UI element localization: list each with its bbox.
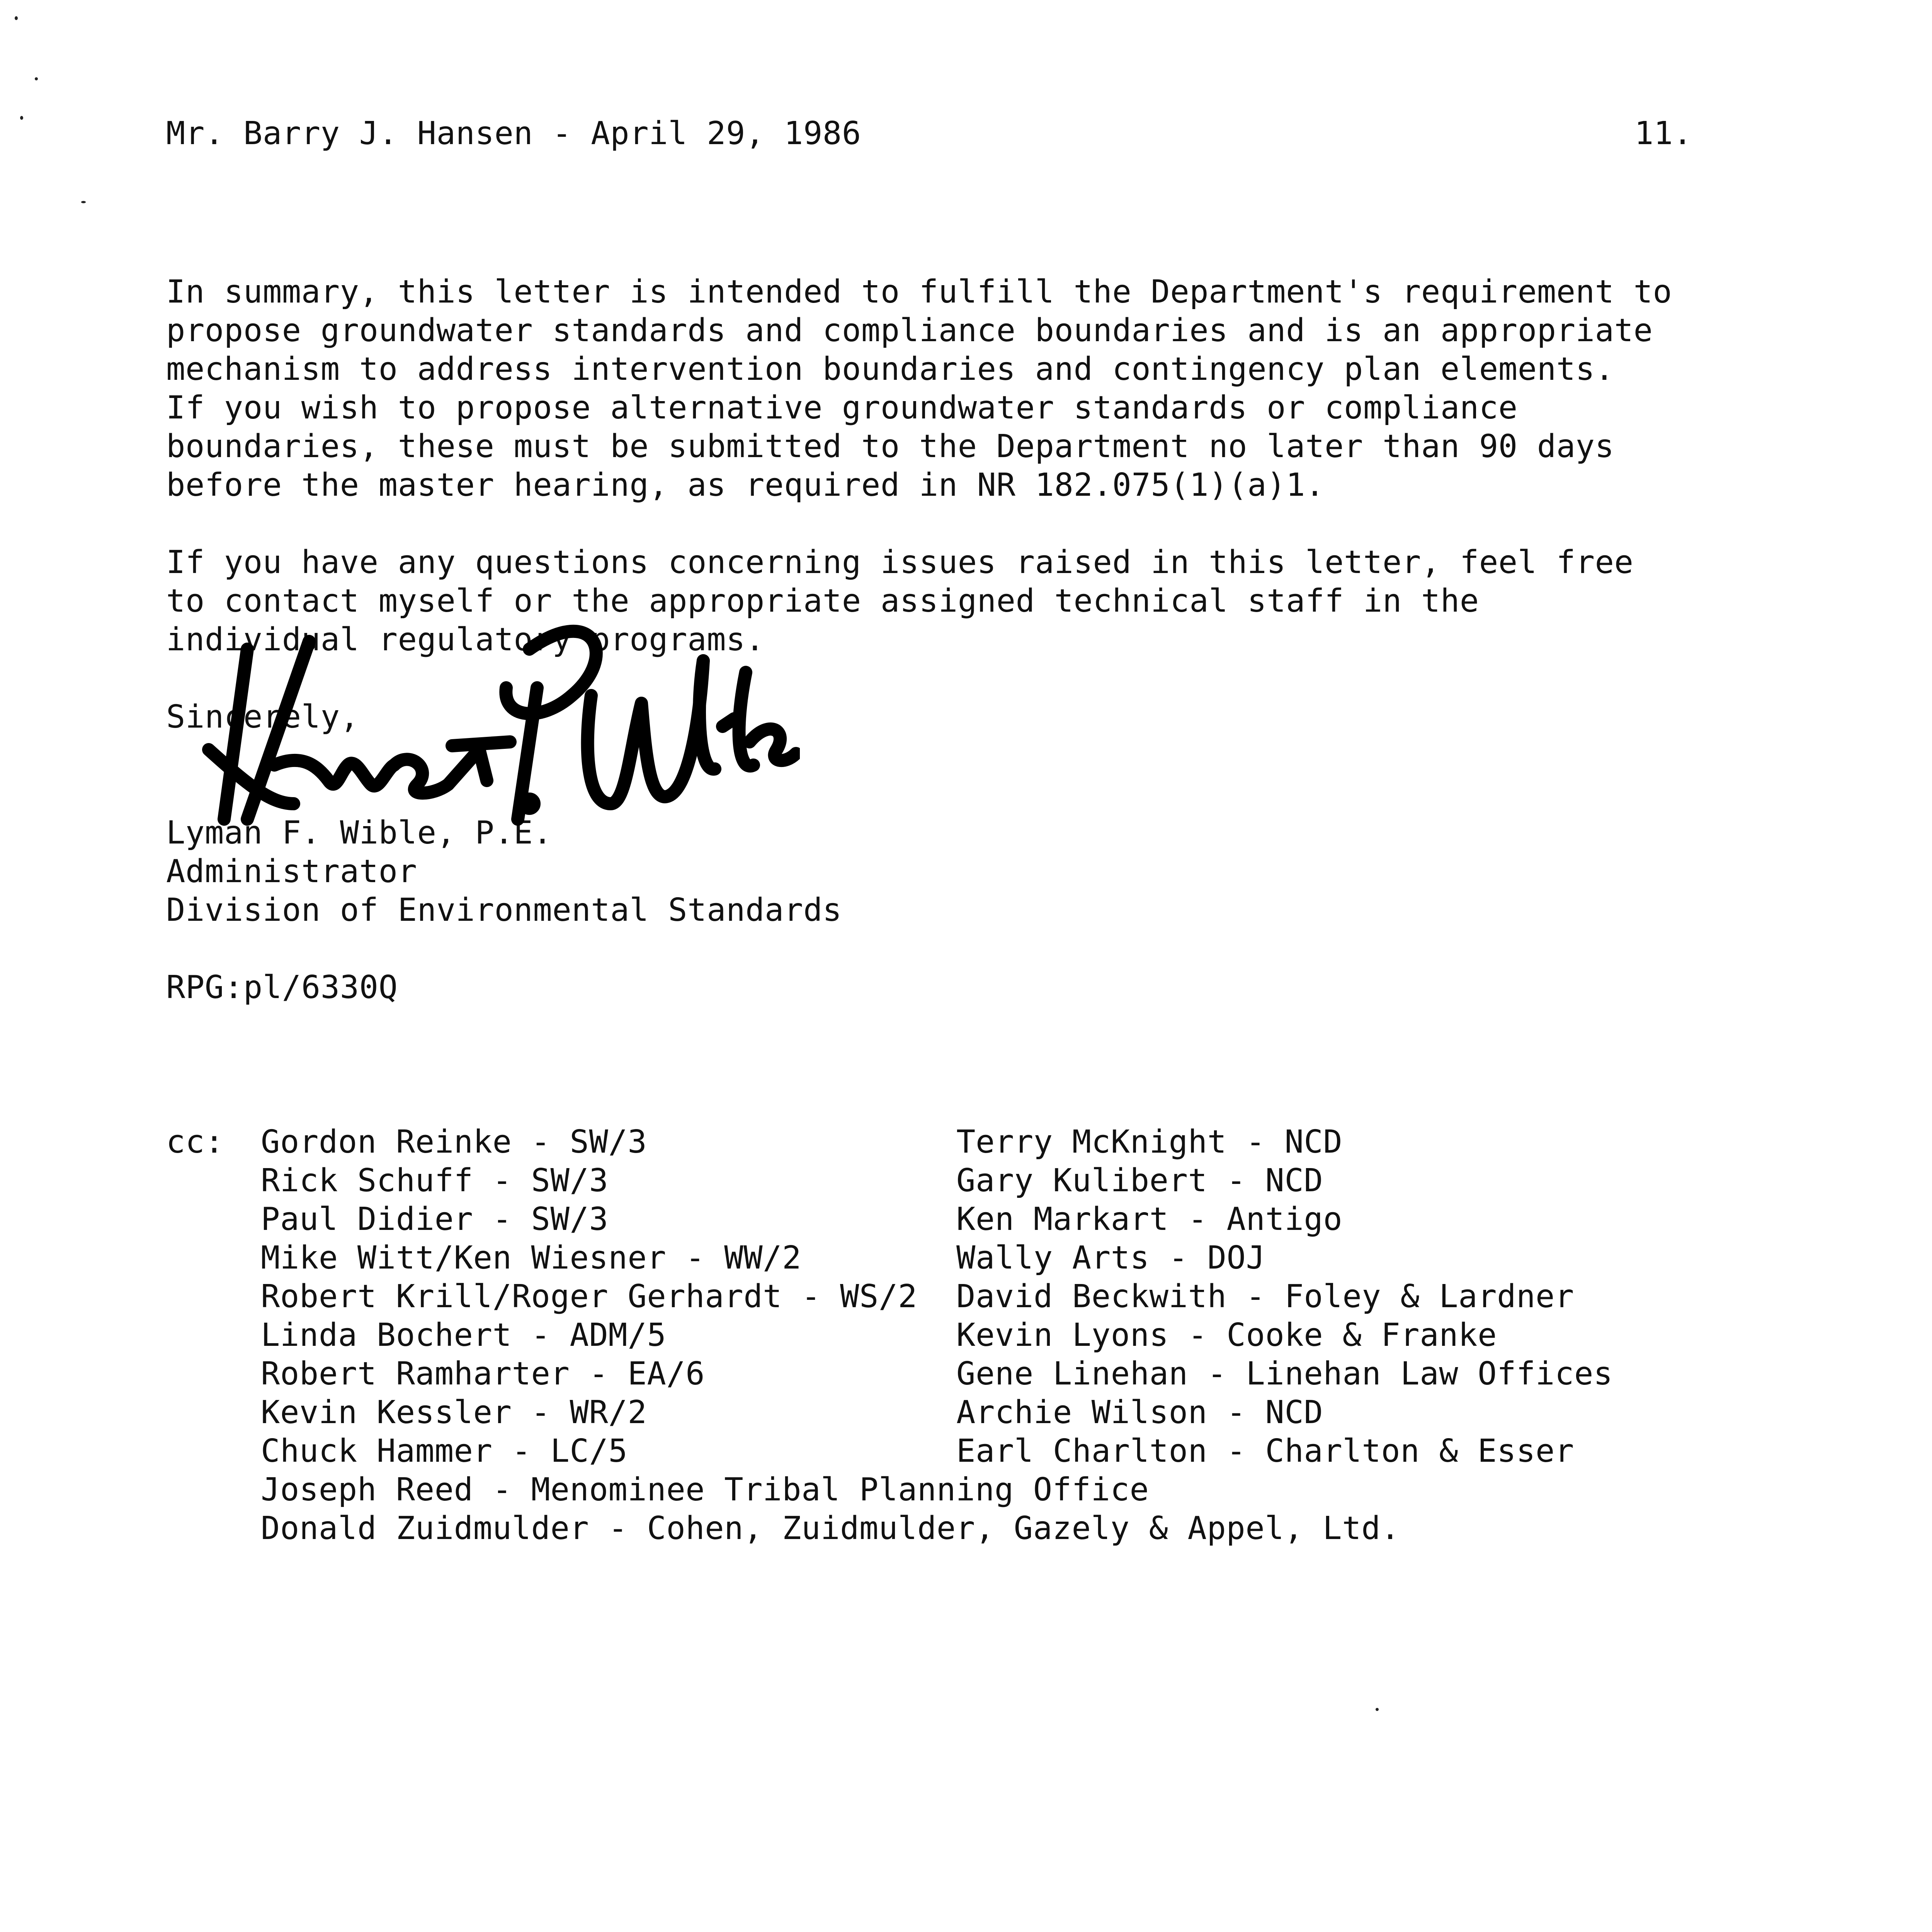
cc-recipient: Gene Linehan - Linehan Law Offices (956, 1355, 1613, 1392)
paragraph-line: before the master hearing, as required in NR 182.075(1)(a)1. (166, 467, 1325, 503)
header-recipient-date: Mr. Barry J. Hansen - April 29, 1986 (166, 115, 861, 152)
cc-recipient: Mike Witt/Ken Wiesner - WW/2 (261, 1240, 802, 1276)
cc-recipient: Earl Charlton - Charlton & Esser (956, 1433, 1574, 1469)
handwritten-signature (201, 603, 800, 896)
reference-code: RPG:pl/6330Q (166, 969, 398, 1006)
cc-recipient: David Beckwith - Foley & Lardner (956, 1278, 1574, 1315)
cc-recipient: Chuck Hammer - LC/5 (261, 1433, 628, 1469)
cc-recipient: Kevin Lyons - Cooke & Franke (956, 1317, 1497, 1354)
cc-left-column (261, 1123, 917, 1471)
cc-recipient: Linda Bochert - ADM/5 (261, 1317, 667, 1354)
scan-speck (15, 16, 18, 20)
cc-recipient: Joseph Reed - Menominee Tribal Planning Office (261, 1471, 1149, 1508)
scan-speck (35, 77, 38, 80)
summary-paragraph (166, 273, 1672, 505)
scan-speck (81, 201, 86, 203)
signer-division: Division of Environmental Standards (166, 892, 842, 929)
cc-recipient: Robert Ramharter - EA/6 (261, 1355, 705, 1392)
cc-recipient: Gordon Reinke - SW/3 (261, 1124, 647, 1160)
paragraph-line: If you have any questions concerning issues raised in this letter, feel free (166, 544, 1634, 581)
signer-name: Lyman F. Wible, P.E. (166, 815, 553, 851)
cc-label: cc: (166, 1124, 224, 1160)
scan-speck (20, 116, 23, 120)
paragraph-line: In summary, this letter is intended to fulfill the Department's requirement to (166, 274, 1672, 310)
cc-recipient: Kevin Kessler - WR/2 (261, 1394, 647, 1431)
paragraph-line: individual regulatory programs. (166, 621, 765, 658)
scan-speck (1376, 1708, 1379, 1711)
cc-right-column (956, 1123, 1613, 1471)
signer-title: Administrator (166, 853, 417, 890)
page-number: 11. (1634, 115, 1692, 152)
cc-recipient: Donald Zuidmulder - Cohen, Zuidmulder, Gazely & Appel, Ltd. (261, 1510, 1400, 1547)
paragraph-line: If you wish to propose alternative groundwater standards or compliance (166, 389, 1518, 426)
cc-recipient: Terry McKnight - NCD (956, 1124, 1343, 1160)
paragraph-line: mechanism to address intervention boundaries and contingency plan elements. (166, 351, 1614, 388)
cc-full-width (261, 1471, 1400, 1548)
cc-recipient: Paul Didier - SW/3 (261, 1201, 609, 1238)
paragraph-line: boundaries, these must be submitted to the Department no later than 90 days (166, 428, 1614, 465)
cc-recipient: Rick Schuff - SW/3 (261, 1162, 609, 1199)
cc-recipient: Ken Markart - Antigo (956, 1201, 1343, 1238)
cc-recipient: Gary Kulibert - NCD (956, 1162, 1323, 1199)
paragraph-line: to contact myself or the appropriate assigned technical staff in the (166, 583, 1479, 619)
cc-recipient: Wally Arts - DOJ (956, 1240, 1265, 1276)
cc-recipient: Archie Wilson - NCD (956, 1394, 1323, 1431)
cc-recipient: Robert Krill/Roger Gerhardt - WS/2 (261, 1278, 917, 1315)
paragraph-line: propose groundwater standards and compliance boundaries and is an appropriate (166, 312, 1653, 349)
closing-salutation: Sincerely, (166, 699, 359, 735)
